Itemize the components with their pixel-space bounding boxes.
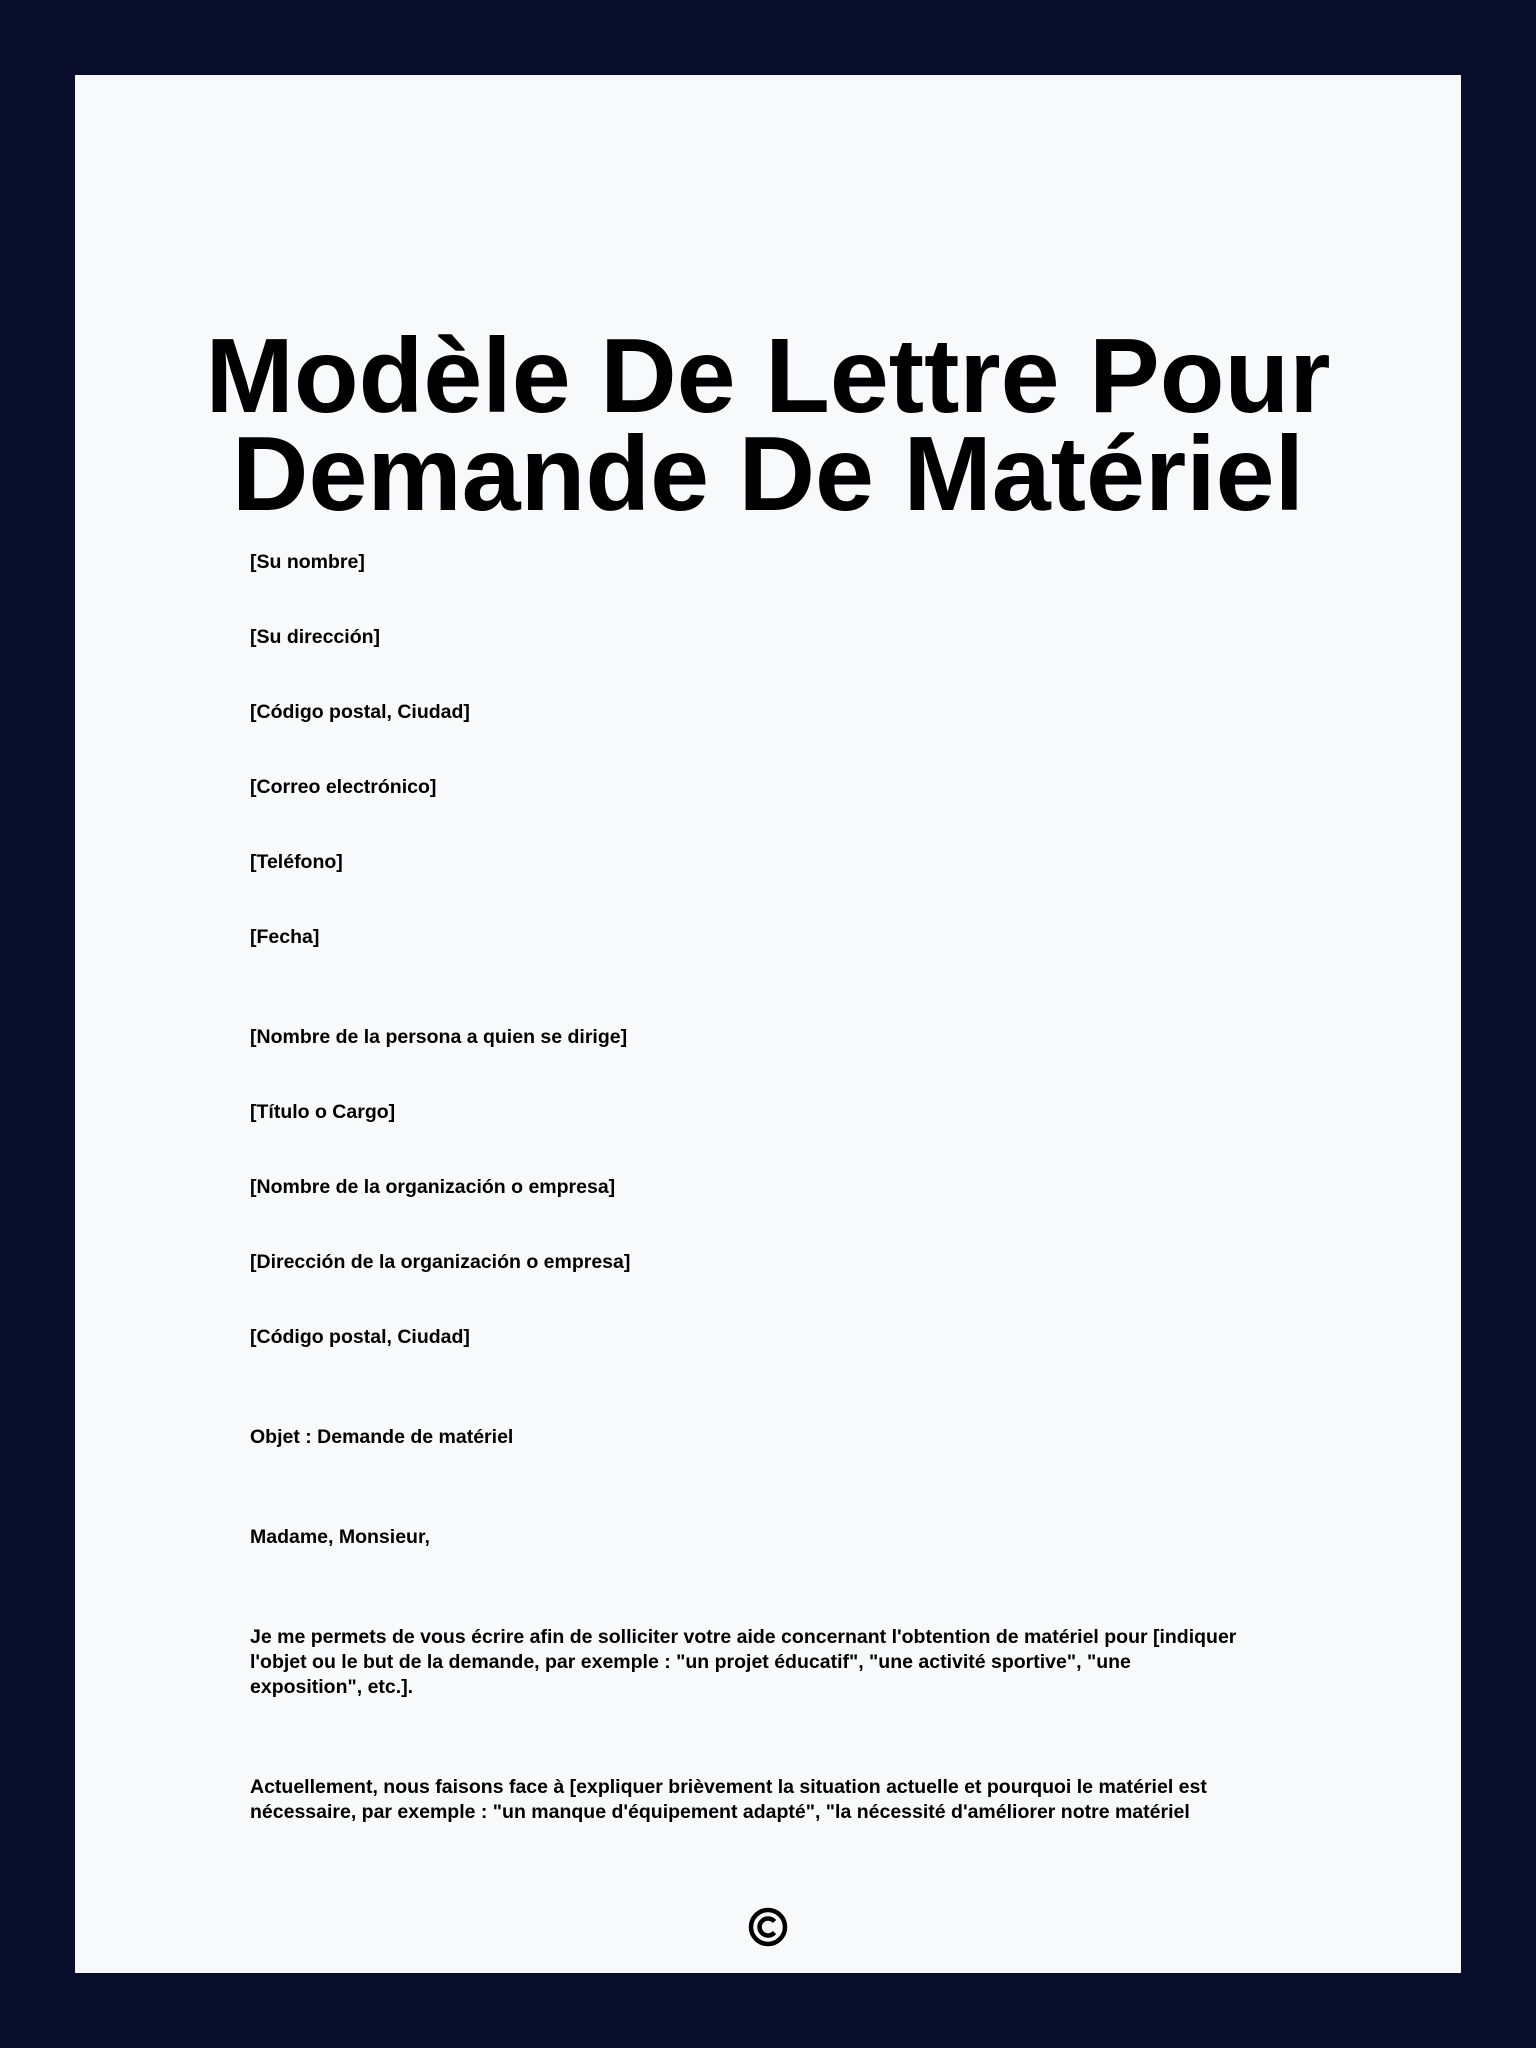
page-title (75, 317, 1461, 533)
paragraph-1-line: l'objet ou le but de la demande, par exemple : "un projet éducatif", "une activité sportive", "une (250, 1651, 1131, 1673)
paragraph-1-line: exposition", etc.]. (250, 1676, 414, 1698)
letter-subject: Objet : Demande de matériel (250, 1426, 514, 1448)
title-line-1: Modèle De Lettre Pour (205, 317, 1331, 435)
sender-email: [Correo electrónico] (250, 776, 437, 798)
recipient-name: [Nombre de la persona a quien se dirige] (250, 1026, 628, 1048)
letter-salutation: Madame, Monsieur, (250, 1526, 430, 1548)
copyright-icon (743, 1902, 793, 1952)
letter-date: [Fecha] (250, 926, 320, 948)
letter-page (75, 75, 1461, 1973)
sender-name: [Su nombre] (250, 551, 365, 573)
title-line-2: Demande De Matériel (231, 415, 1305, 533)
recipient-postal-city: [Código postal, Ciudad] (250, 1326, 470, 1348)
paragraph-2-line: nécessaire, par exemple : "un manque d'équipement adapté", "la nécessité d'améliorer notre matériel (250, 1801, 1190, 1823)
sender-postal-city: [Código postal, Ciudad] (250, 701, 470, 723)
recipient-title: [Título o Cargo] (250, 1101, 396, 1123)
recipient-address: [Dirección de la organización o empresa] (250, 1251, 631, 1273)
body-paragraph-1 (250, 1625, 1290, 1700)
sender-phone: [Teléfono] (250, 851, 343, 873)
paragraph-2-line: Actuellement, nous faisons face à [expliquer brièvement la situation actuelle et pourquoi le matériel est (250, 1776, 1207, 1798)
sender-address: [Su dirección] (250, 626, 381, 648)
paragraph-1-line: Je me permets de vous écrire afin de solliciter votre aide concernant l'obtention de matériel pour [indiquer (250, 1626, 1237, 1648)
body-paragraph-2 (250, 1775, 1290, 1825)
recipient-organization: [Nombre de la organización o empresa] (250, 1176, 616, 1198)
